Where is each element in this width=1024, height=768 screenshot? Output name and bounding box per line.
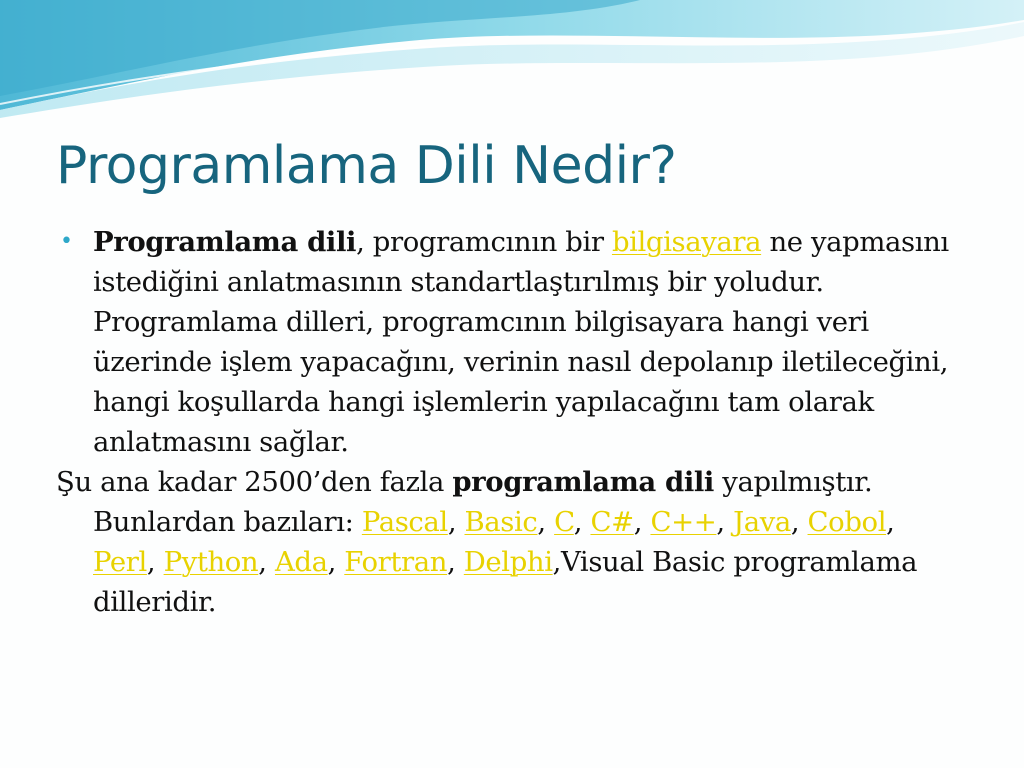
para2-bold: programlama dili — [452, 466, 714, 498]
link-c[interactable]: C — [554, 506, 574, 538]
link-cpp[interactable]: C++ — [650, 506, 717, 538]
link-delphi[interactable]: Delphi — [463, 546, 553, 578]
link-ada[interactable]: Ada — [274, 546, 328, 578]
para2-text2: yapılmıştır. Bunlardan bazıları: — [93, 466, 873, 538]
link-bilgisayara[interactable]: bilgisayara — [611, 226, 762, 258]
term-bold: Programlama dili — [93, 226, 357, 258]
languages-paragraph: Şu ana kadar 2500’den fazla programlama dili yapılmıştır. Bunlardan bazıları: Pascal, Basic, C, C#, C++, Java, Cobol, Perl, Python, Ada, Fortran, Delphi,Visual Basic programlama dilleridir. — [56, 466, 918, 618]
slide-body — [56, 222, 961, 622]
bullet-dot-icon: • — [60, 229, 73, 254]
link-perl[interactable]: Perl — [93, 546, 147, 578]
slide-title: Programlama Dili Nedir? — [56, 136, 677, 196]
para1-text1: , programcının bir — [356, 226, 612, 258]
link-fortran[interactable]: Fortran — [344, 546, 448, 578]
header-wave-decoration — [0, 0, 1024, 120]
link-basic[interactable]: Basic — [464, 506, 538, 538]
bullet-paragraph — [56, 222, 961, 462]
link-cobol[interactable]: Cobol — [807, 506, 887, 538]
para2-tail: ,Visual Basic programlama dilleridir. — [93, 546, 918, 618]
para2-text1: Şu ana kadar 2500’den fazla — [56, 466, 453, 498]
link-csharp[interactable]: C# — [590, 506, 634, 538]
link-pascal[interactable]: Pascal — [361, 506, 448, 538]
para1-text2: ne yapmasını istediğini anlatmasının standartlaştırılmış bir yoludur. Programlama dilleri, programcının bilgisayara hangi veri üzerinde işlem yapacağını, verinin nasıl depolanıp iletileceğini, hangi koşullarda hangi işlemlerin yapılacağını tam olarak anlatmasını sağlar. — [93, 226, 949, 458]
link-python[interactable]: Python — [163, 546, 259, 578]
link-java[interactable]: Java — [733, 506, 791, 538]
